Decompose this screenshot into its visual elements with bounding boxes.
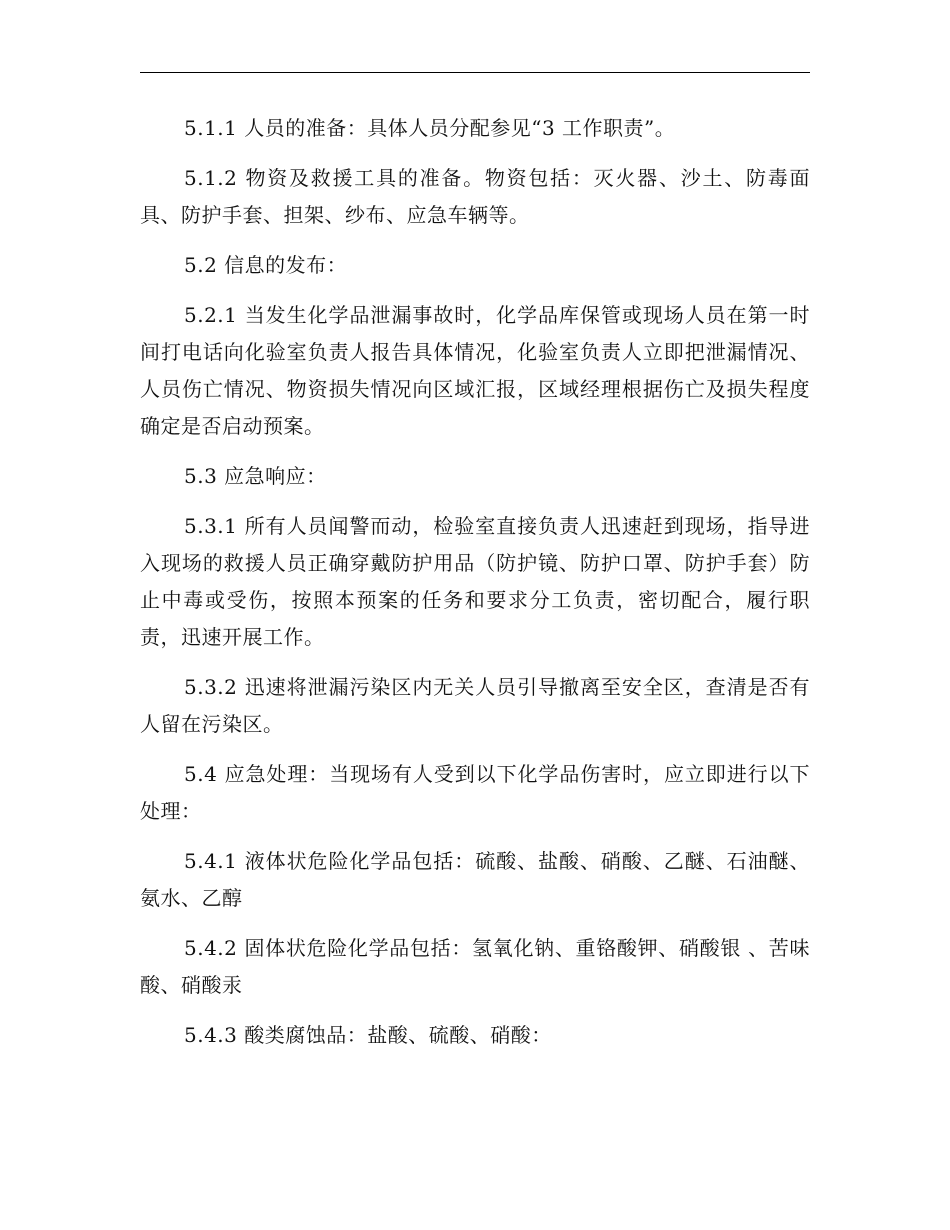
paragraph-5-4-3: 5.4.3 酸类腐蚀品：盐酸、硫酸、硝酸：	[184, 1023, 552, 1047]
paragraph-5-3-2: 5.3.2 迅速将泄漏污染区内无关人员引导撤离至安全区，查清是否有人留在污染区。	[140, 675, 810, 736]
paragraph-5-4-2: 5.4.2 固体状危险化学品包括：氢氧化钠、重铬酸钾、硝酸银 、苦味酸、硝酸汞	[140, 936, 810, 997]
paragraph-5-4: 5.4 应急处理：当现场有人受到以下化学品伤害时，应立即进行以下处理：	[140, 762, 810, 823]
paragraph-5-1-2: 5.1.2 物资及救援工具的准备。物资包括：灭火器、沙土、防毒面具、防护手套、担架、纱布、应急车辆等。	[140, 166, 810, 227]
paragraph-5-1-1: 5.1.1 人员的准备：具体人员分配参见“3 工作职责”。	[184, 116, 676, 140]
paragraph-5-2-1: 5.2.1 当发生化学品泄漏事故时，化学品库保管或现场人员在第一时间打电话向化验室负责人报告具体情况，化验室负责人立即把泄漏情况、人员伤亡情况、物资损失情况向区域汇报，区域经理根据伤亡及损失程度确定是否启动预案。	[140, 303, 810, 438]
paragraph-5-2: 5.2 信息的发布：	[184, 253, 348, 277]
document-body	[140, 110, 810, 1067]
header-rule	[140, 72, 810, 73]
paragraph-5-3: 5.3 应急响应：	[184, 464, 327, 488]
paragraph-5-3-1: 5.3.1 所有人员闻警而动，检验室直接负责人迅速赶到现场，指导进入现场的救援人员正确穿戴防护用品（防护镜、防护口罩、防护手套）防止中毒或受伤，按照本预案的任务和要求分工负责，密切配合，履行职责，迅速开展工作。	[140, 514, 810, 649]
paragraph-5-4-1: 5.4.1 液体状危险化学品包括：硫酸、盐酸、硝酸、乙醚、石油醚、氨水、乙醇	[140, 849, 810, 910]
